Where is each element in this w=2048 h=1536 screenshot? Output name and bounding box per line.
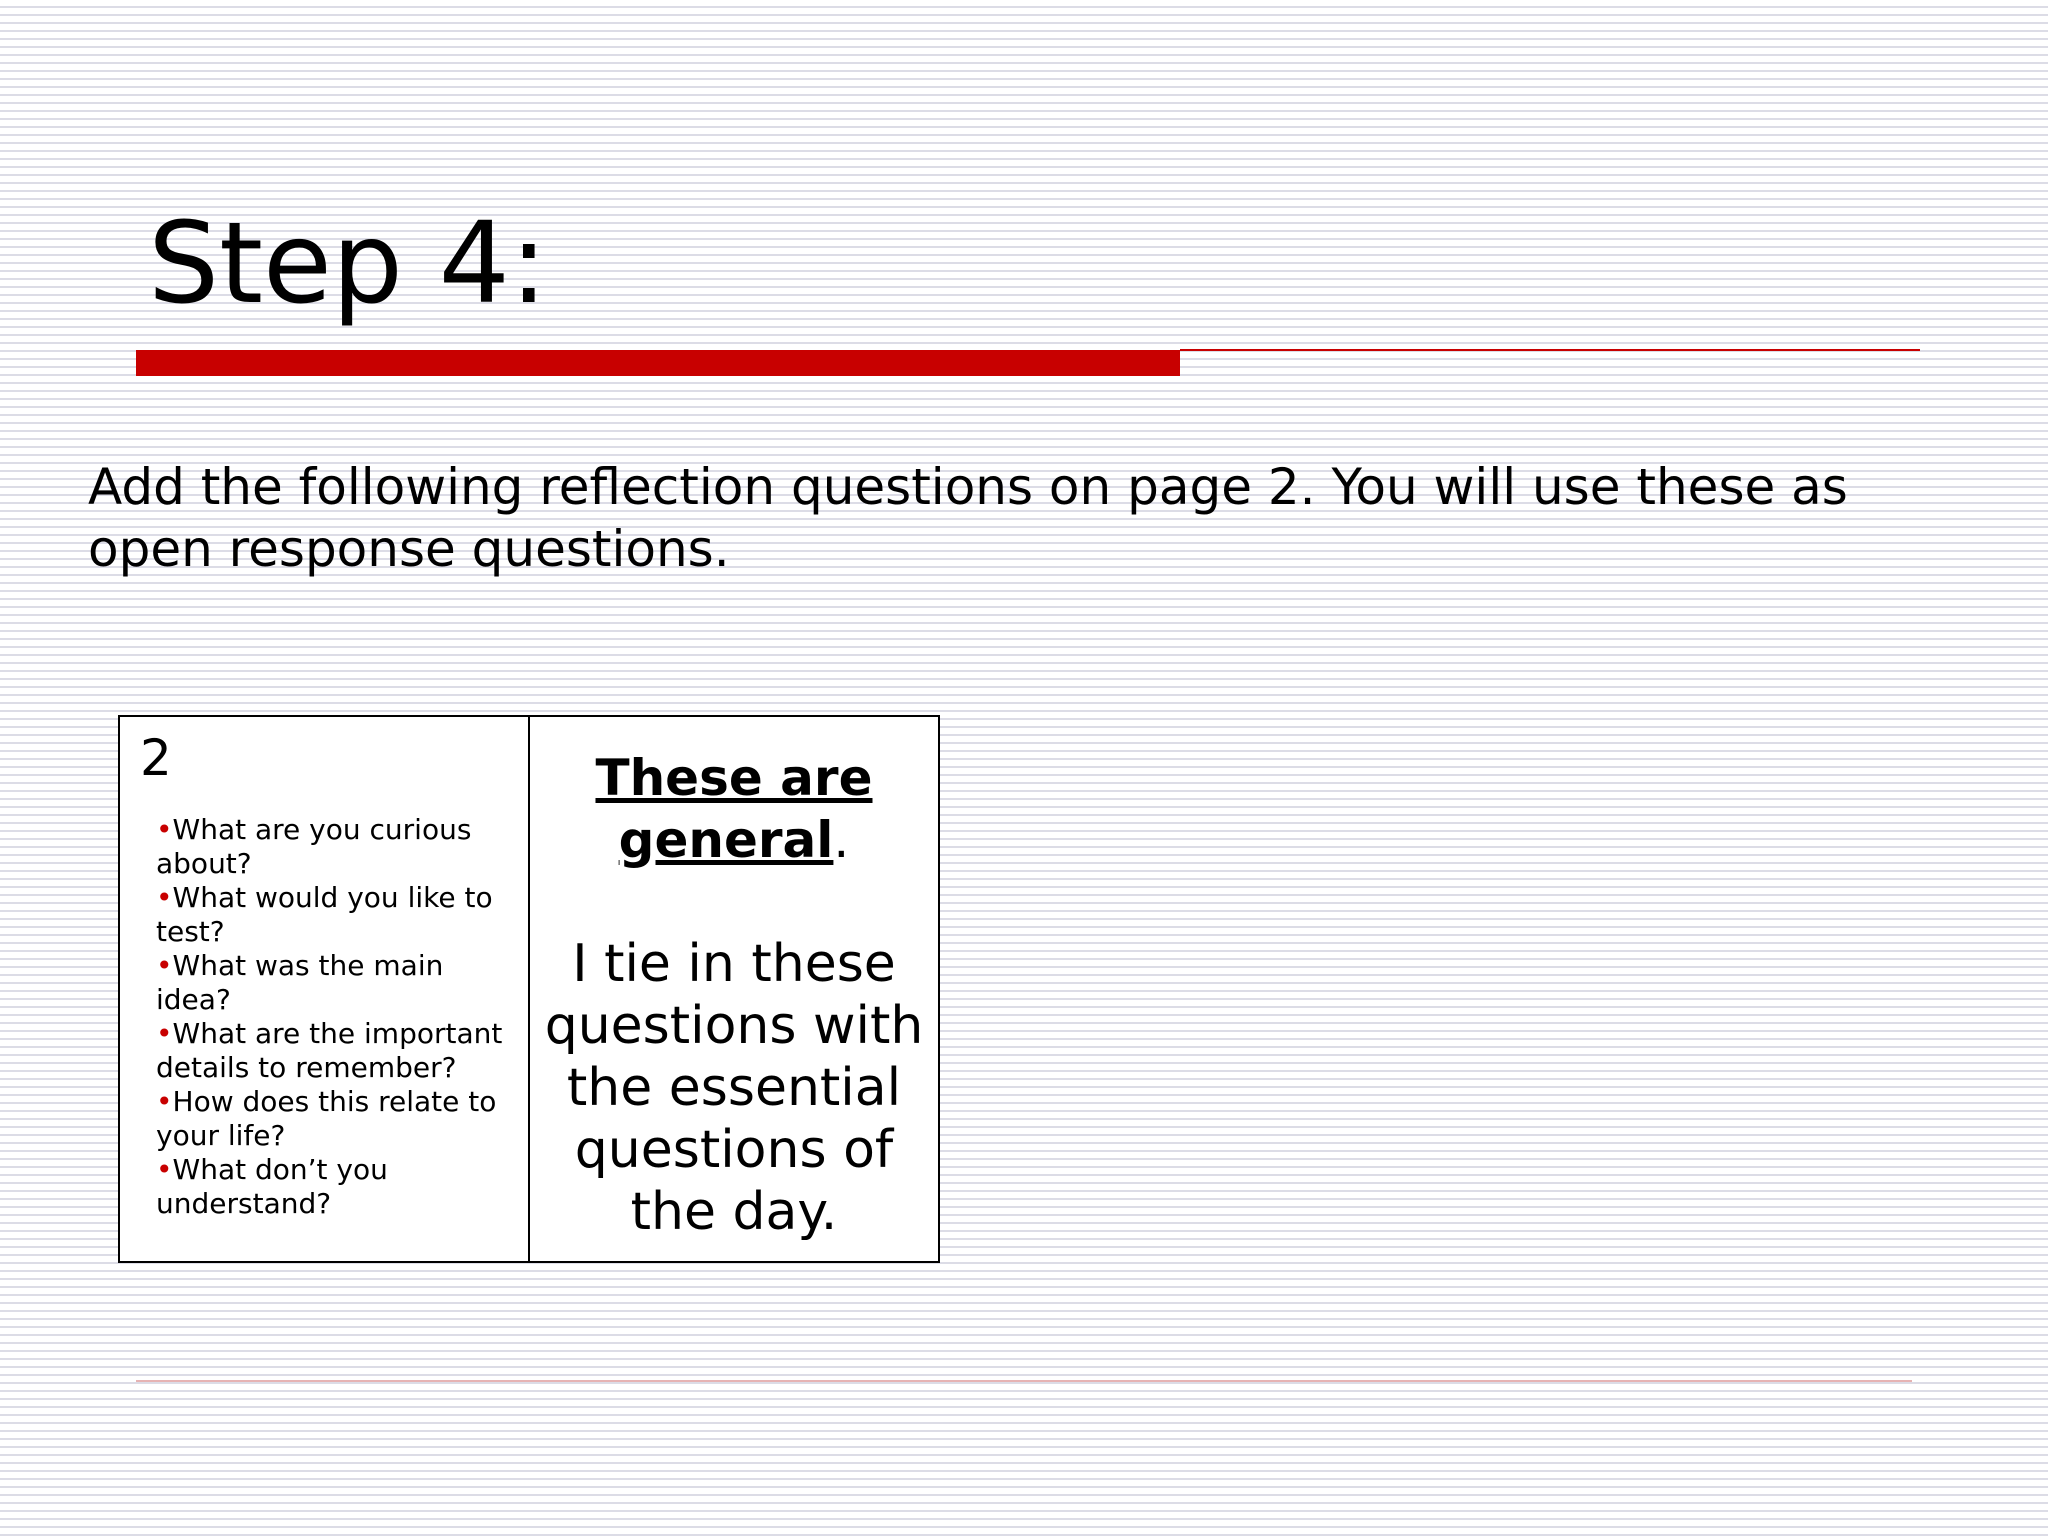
notebook-page-example [118,715,940,1263]
title-underline-thin [1180,349,1920,351]
question-text: What was the main idea? [156,949,444,1016]
title-underline-thick [136,350,1180,376]
bullet-icon: • [156,813,173,846]
general-note-heading [530,747,938,871]
reflection-question [156,1017,526,1085]
general-heading-period: . [833,811,850,869]
question-text: What don’t you understand? [156,1153,388,1220]
bullet-icon: • [156,949,173,982]
question-text: What are the important details to remember? [156,1017,503,1084]
reflection-question [156,1085,526,1153]
general-heading-line1: These are [595,749,873,807]
footer-divider [136,1380,1912,1382]
reflection-question-list [156,813,526,1221]
page-number: 2 [140,729,172,787]
bullet-icon: • [156,1085,173,1118]
tie-in-text: I tie in these questions with the essential questions of the day. [544,934,924,1242]
reflection-question [156,949,526,1017]
notebook-left-column [120,717,530,1261]
reflection-question [156,813,526,881]
general-heading-line2: general [618,811,834,869]
notebook-right-column [530,717,938,1261]
slide-title: Step 4: [148,199,548,329]
bullet-icon: • [156,881,173,914]
bullet-icon: • [156,1153,173,1186]
instructions-text: Add the following reflection questions on page 2. You will use these as open response questions. [88,458,1848,578]
bullet-icon: • [156,1017,173,1050]
question-text: What are you curious about? [156,813,472,880]
reflection-question [156,1153,526,1221]
question-text: How does this relate to your life? [156,1085,497,1152]
reflection-question [156,881,526,949]
question-text: What would you like to test? [156,881,493,948]
